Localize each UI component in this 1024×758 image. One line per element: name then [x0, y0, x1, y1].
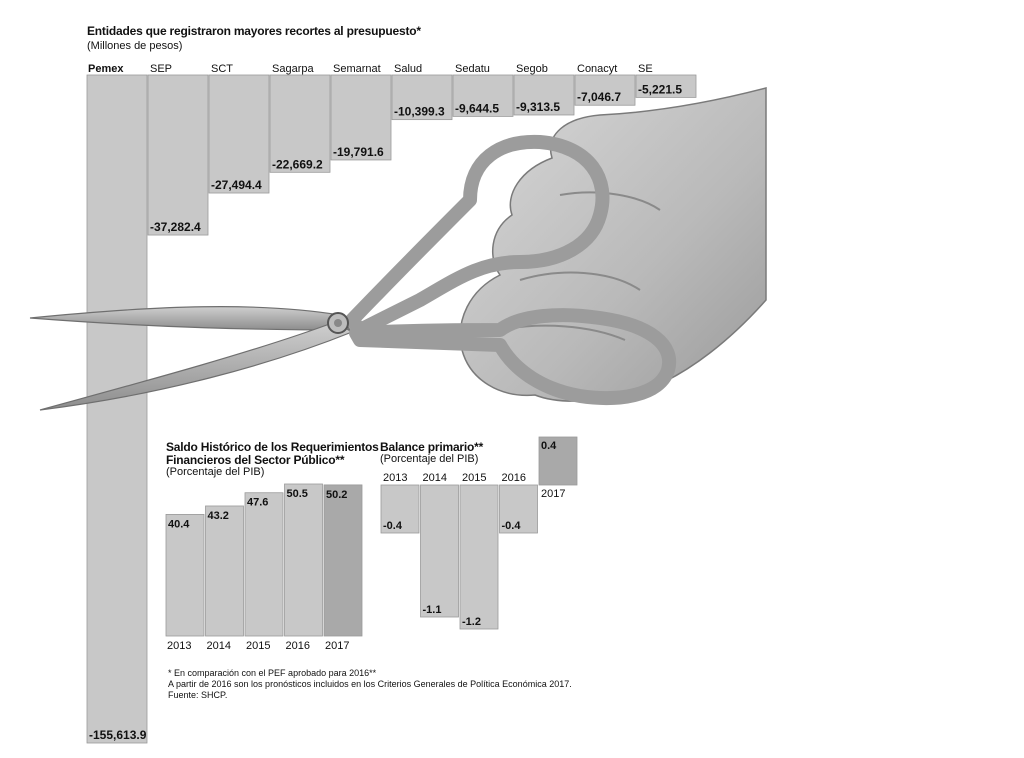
value-label-sep: -37,282.4: [150, 220, 201, 235]
category-label-segob: Segob: [516, 63, 548, 75]
rfsp-value-label-2015: 47.6: [247, 496, 269, 509]
category-label-salud: Salud: [394, 63, 423, 75]
balance-value-label-2015: -1.2: [462, 616, 481, 628]
value-label-conacyt: -7,046.7: [577, 90, 622, 105]
balance-value-label-2013: -0.4: [383, 520, 402, 532]
category-label-pemex: Pemex: [88, 63, 124, 75]
category-label-sedatu: Sedatu: [455, 63, 490, 75]
balance-year-label-2014: 2014: [422, 472, 447, 484]
rfsp-chart-title-line1: Saldo Histórico de los Requerimientos: [166, 440, 379, 454]
rfsp-chart-title-line2: Financieros del Sector Público**: [166, 453, 345, 467]
footnote-source: Fuente: SHCP.: [168, 690, 228, 700]
value-label-sct: -27,494.4: [211, 178, 262, 193]
value-label-salud: -10,399.3: [394, 104, 445, 119]
balance-year-label-2015: 2015: [462, 472, 487, 484]
value-label-segob: -9,313.5: [516, 99, 561, 114]
balance-bar-2015: [460, 485, 498, 629]
value-label-pemex: -155,613.9: [89, 728, 147, 742]
balance-year-label-2016: 2016: [501, 472, 526, 484]
main-chart-subtitle: (Millones de pesos): [87, 40, 183, 52]
category-label-sep: SEP: [150, 63, 173, 75]
rfsp-value-label-2014: 43.2: [207, 509, 229, 522]
balance-bar-2014: [421, 485, 459, 617]
rfsp-year-label-2016: 2016: [285, 640, 310, 652]
value-label-sagarpa: -22,669.2: [272, 157, 323, 172]
value-label-semarnat: -19,791.6: [333, 144, 384, 159]
category-label-sct: SCT: [211, 63, 233, 75]
rfsp-year-label-2014: 2014: [206, 640, 231, 652]
balance-year-label-2017: 2017: [541, 488, 566, 500]
category-label-semarnat: Semarnat: [333, 63, 381, 75]
rfsp-value-label-2017: 50.2: [326, 488, 348, 501]
footnote-comparison: * En comparación con el PEF aprobado para 2016**: [168, 668, 377, 678]
rfsp-value-label-2013: 40.4: [168, 518, 190, 531]
balance-value-label-2016: -0.4: [501, 520, 521, 532]
rfsp-chart-subtitle: (Porcentaje del PIB): [166, 466, 265, 478]
value-label-se: -5,221.5: [638, 82, 683, 97]
category-label-conacyt: Conacyt: [577, 63, 618, 75]
rfsp-year-label-2017: 2017: [325, 640, 350, 652]
category-label-sagarpa: Sagarpa: [272, 63, 314, 75]
rfsp-value-label-2016: 50.5: [286, 488, 308, 500]
balance-year-label-2013: 2013: [383, 472, 408, 484]
balance-chart-title: Balance primario**: [380, 440, 484, 454]
footnote-forecast: A partir de 2016 son los pronósticos incluidos en los Criterios Generales de Política Económica 2017.: [168, 679, 572, 689]
balance-value-label-2017: 0.4: [541, 440, 557, 452]
rfsp-year-label-2015: 2015: [246, 640, 271, 652]
balance-chart-subtitle: (Porcentaje del PIB): [380, 453, 479, 465]
rfsp-year-label-2013: 2013: [167, 640, 192, 652]
main-chart-title: Entidades que registraron mayores recortes al presupuesto*: [87, 24, 421, 38]
category-label-se: SE: [638, 63, 653, 75]
value-label-sedatu: -9,644.5: [455, 101, 500, 116]
balance-value-label-2014: -1.1: [422, 604, 442, 616]
